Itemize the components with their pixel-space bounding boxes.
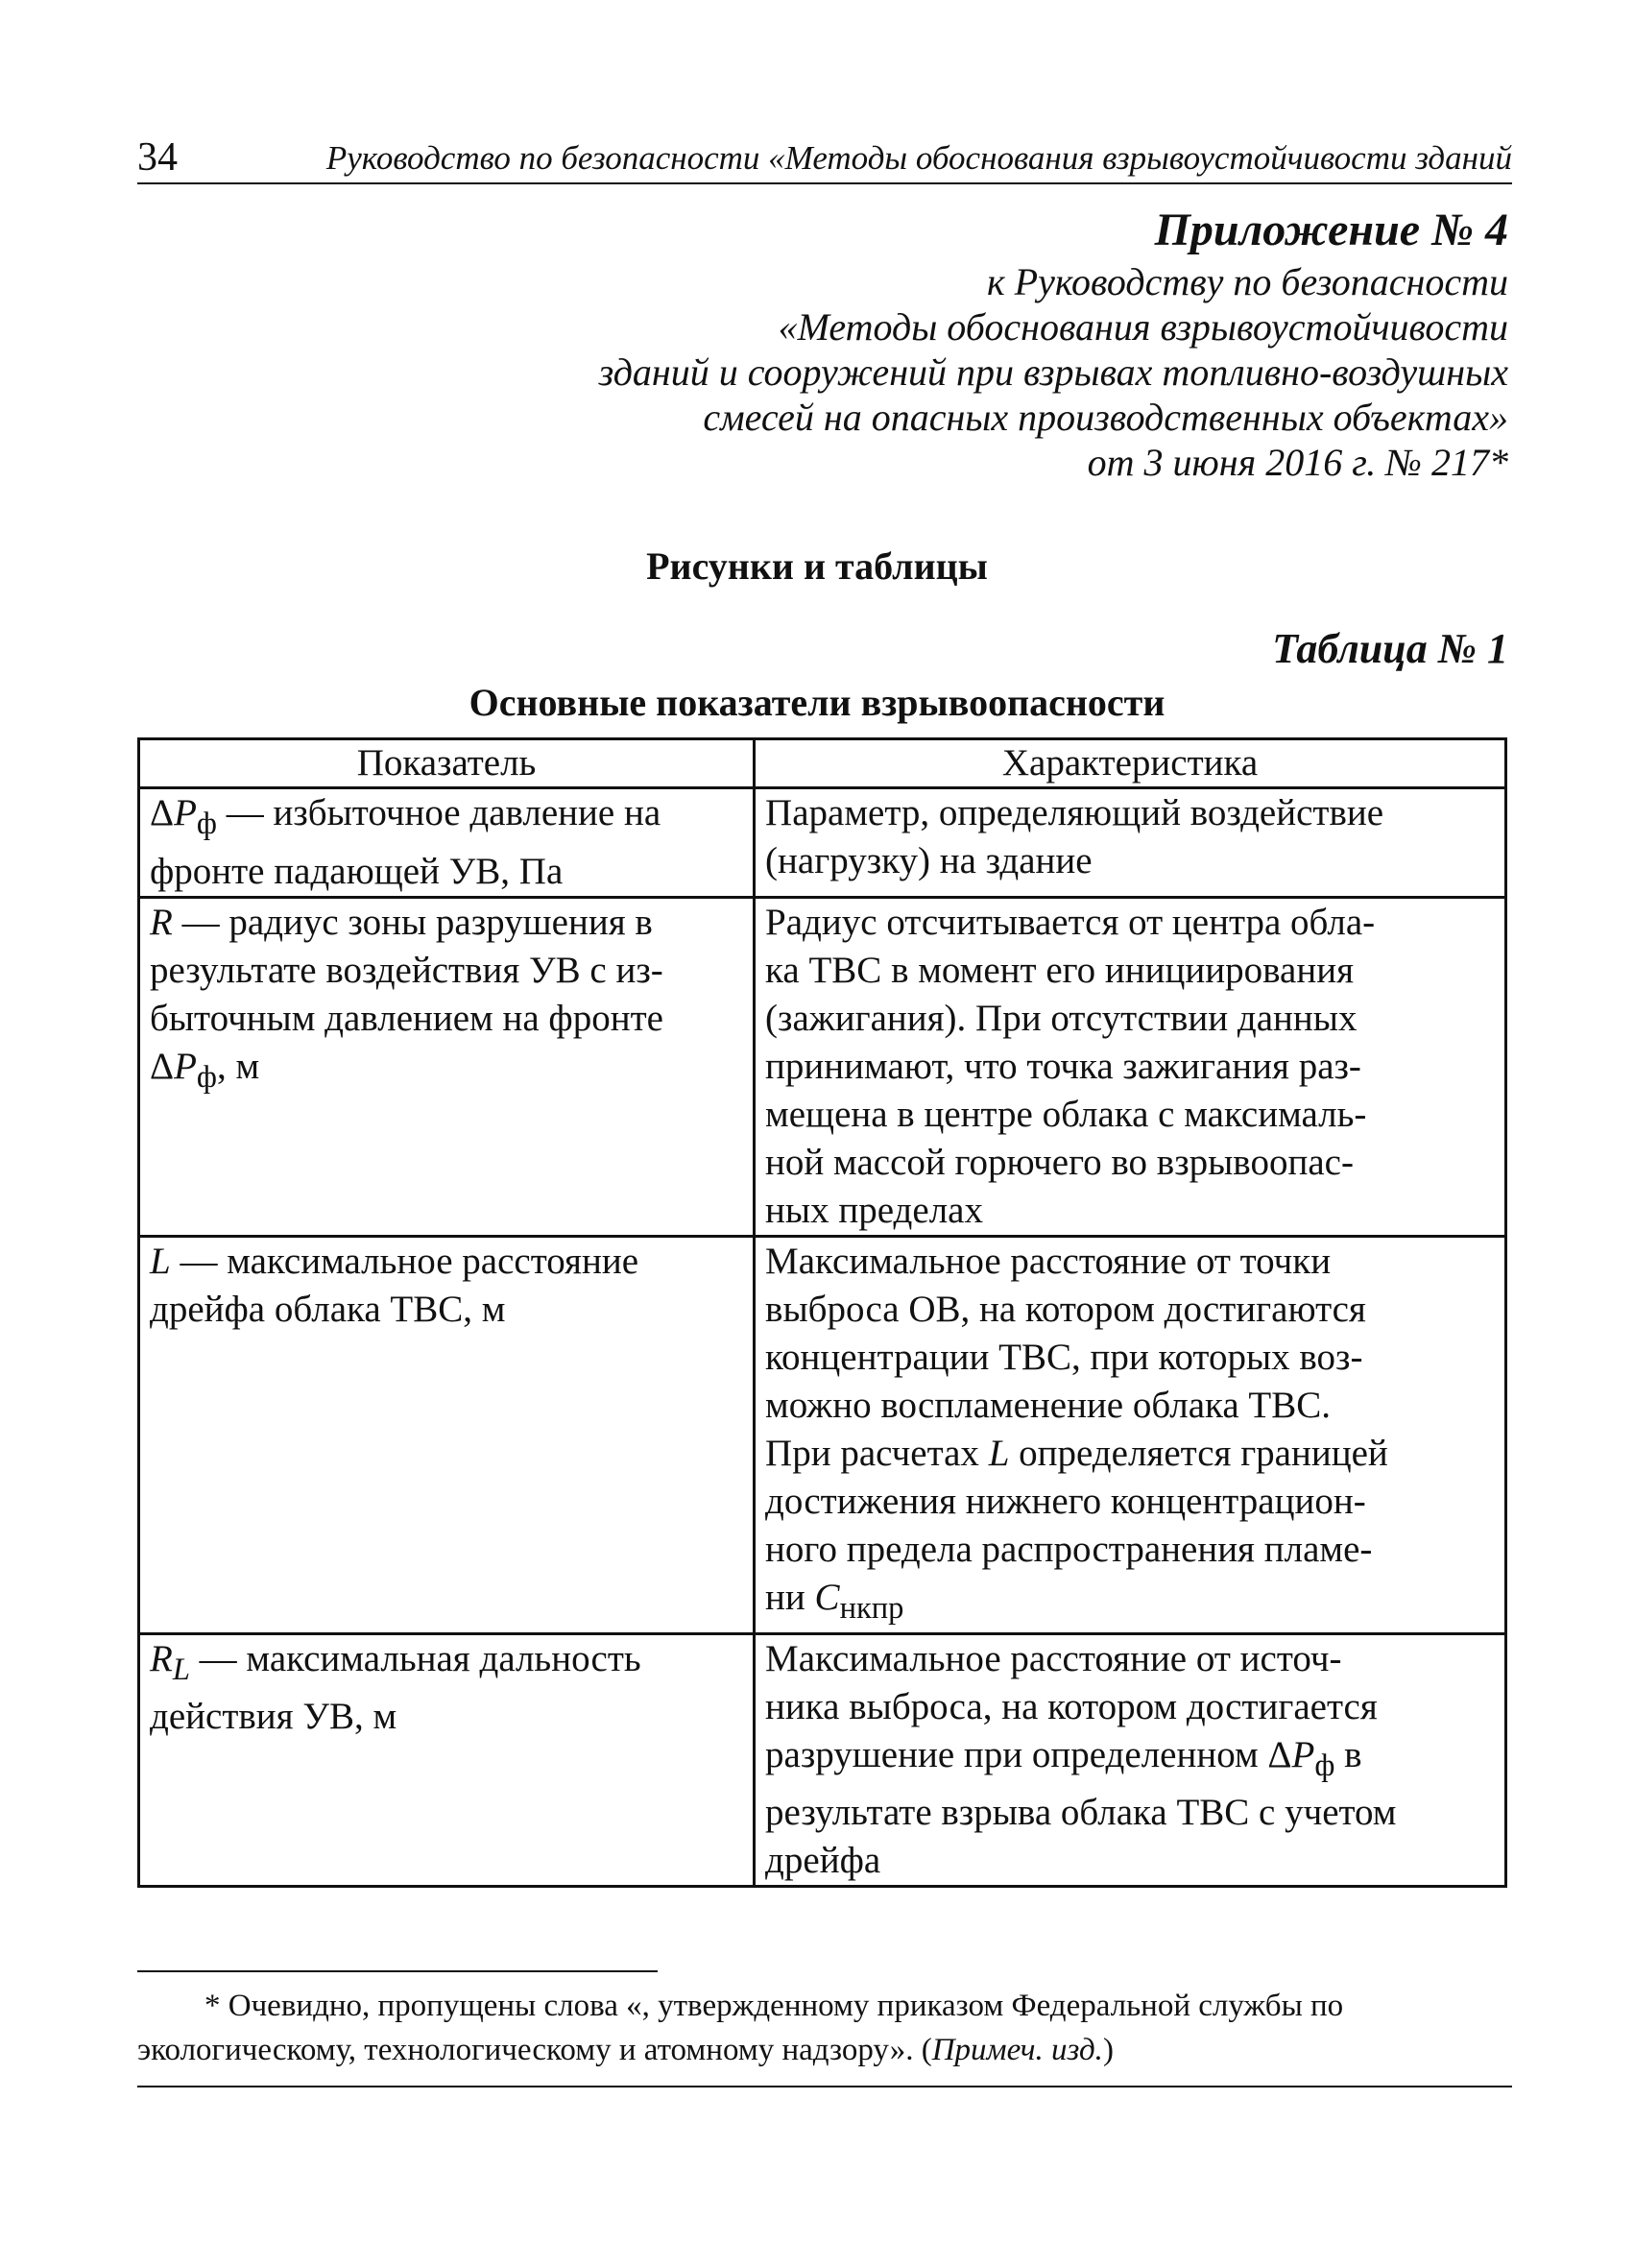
subscript: нкпр: [839, 1590, 904, 1626]
bottom-rule: [137, 2086, 1512, 2087]
indicator-cell: $R_L$ — максимальная дальность действия УВ, м: [139, 1633, 755, 1887]
description-cell: Параметр, определяющий воздействие (нагрузку) на здание: [755, 788, 1506, 898]
subscript: ф: [196, 1059, 217, 1095]
header-indicator: Показатель: [139, 739, 755, 788]
footnote-separator: [137, 1970, 658, 1972]
symbol: R: [150, 1637, 173, 1679]
page-number: 34: [137, 135, 178, 180]
footnote-line: экологическому, технологическому и атомному надзору». (Примеч. изд.): [137, 2033, 1114, 2067]
indicator-cell: L — максимальное расстояние дрейфа облака ТВС, м: [139, 1236, 755, 1633]
symbol: L: [988, 1432, 1010, 1474]
symbol: P: [1291, 1733, 1315, 1775]
section-title: Рисунки и таблицы: [646, 544, 988, 588]
footnote-line: * Очевидно, пропущены слова «, утвержденному приказом Федеральной службы по: [204, 1989, 1344, 2023]
symbol: P: [174, 1045, 197, 1087]
table-row: [139, 788, 1506, 898]
symbol: R: [150, 901, 173, 943]
table-row: [139, 1236, 1506, 1633]
indicators-table: [137, 737, 1507, 1888]
subscript: ф: [196, 806, 217, 841]
appendix-line: от 3 июня 2016 г. № 217*: [1087, 441, 1508, 484]
subscript: ф: [1314, 1748, 1335, 1783]
appendix-line: зданий и сооружений при взрывах топливно-воздушных: [598, 350, 1508, 394]
publisher-note: Примеч. изд.: [931, 2033, 1103, 2067]
header-description: Характеристика: [755, 739, 1506, 788]
appendix-line: смесей на опасных производственных объектах»: [703, 396, 1508, 439]
footnote: [137, 1984, 1512, 2072]
running-title: Руководство по безопасности «Методы обоснования взрывоустойчивости зданий: [325, 139, 1512, 177]
symbol: L: [150, 1240, 171, 1282]
description-cell: Максимальное расстояние от источ- ника выброса, на котором достигается разрушение при определенном $\Delta P_ф$ в результате взрыва облака ТВС с учетом дрейфа: [755, 1633, 1506, 1887]
table-number: Таблица № 1: [1272, 625, 1508, 672]
table-title: Основные показатели взрывоопасности: [469, 681, 1165, 724]
table-header-row: [139, 739, 1506, 788]
symbol: C: [814, 1576, 840, 1618]
table-row: [139, 1633, 1506, 1887]
appendix-title: Приложение № 4: [1154, 205, 1508, 255]
table-row: [139, 897, 1506, 1236]
description-cell: Максимальное расстояние от точки выброса ОВ, на котором достигаются концентрации ТВС, при которых воз- можно воспламенение облака ТВС. При расчетах L определяется границей достижения нижнего концентрацион- ного предела распространения пламе- ни $C_{нкпр}$: [755, 1236, 1506, 1633]
indicator-cell: $\Delta P_ф$ — избыточное давление на фронте падающей УВ, Па: [139, 788, 755, 898]
page-header: [137, 127, 1512, 184]
description-cell: Радиус отсчитывается от центра обла- ка ТВС в момент его инициирования (зажигания). При отсутствии данных принимают, что точка зажигания раз- мещена в центре облака с максималь- ной массой горючего во взрывоопас- ных пределах: [755, 897, 1506, 1236]
appendix-block: [599, 204, 1508, 485]
subscript: L: [172, 1652, 190, 1687]
appendix-line: к Руководству по безопасности: [986, 260, 1508, 303]
indicator-cell: R — радиус зоны разрушения в результате воздействия УВ с из- быточным давлением на фронте $\Delta P_ф$, м: [139, 897, 755, 1236]
appendix-line: «Методы обоснования взрывоустойчивости: [778, 305, 1508, 349]
symbol: P: [174, 792, 197, 833]
